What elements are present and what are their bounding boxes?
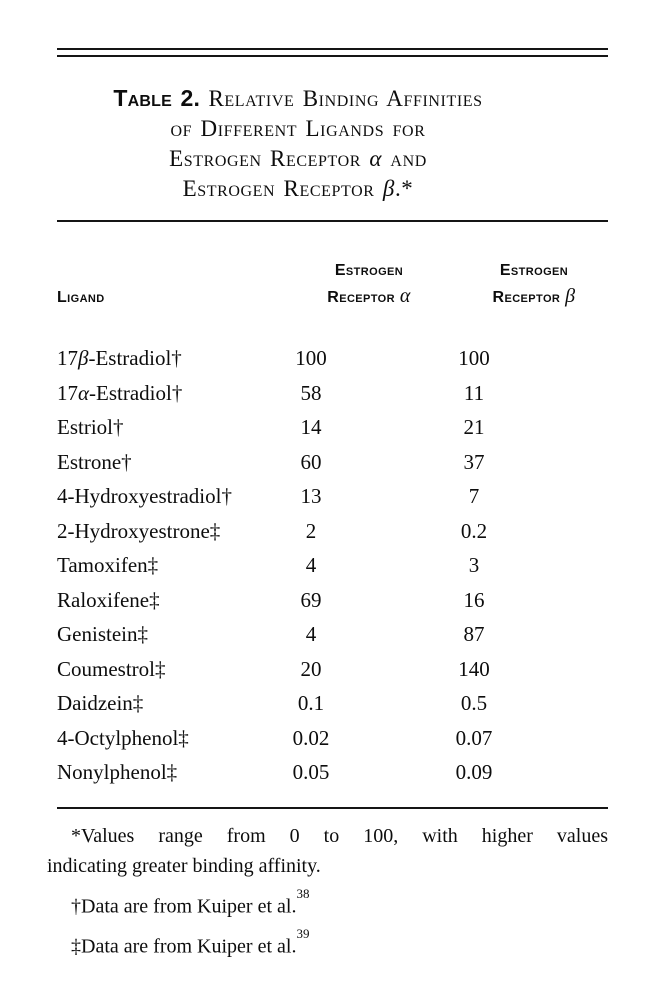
title-line-3: Estrogen Receptor α and	[169, 146, 427, 171]
er-beta-value: 0.07	[455, 725, 493, 750]
er-beta-value: 3	[468, 553, 480, 577]
table-row	[57, 617, 608, 652]
table-row	[57, 548, 608, 583]
ligand-name: Daidzein‡	[57, 691, 144, 715]
er-alpha-value: 60	[300, 449, 322, 474]
table-number-label: Table 2.	[113, 85, 201, 111]
er-alpha-value: 2	[305, 518, 317, 543]
er-beta-value: 0.09	[455, 760, 493, 784]
table-row	[57, 652, 608, 687]
reference-number: 38	[296, 885, 310, 901]
column-header-ligand: Ligand	[57, 289, 105, 306]
footnote-star	[47, 821, 608, 881]
er-beta-value: 21	[463, 415, 485, 439]
er-alpha-value: 13	[300, 484, 322, 508]
er-alpha-value: 0.05	[292, 760, 330, 784]
table-row	[57, 721, 608, 756]
table-row	[57, 479, 608, 514]
table-row	[57, 410, 608, 445]
ligand-name: Raloxifene‡	[57, 587, 160, 612]
ligand-name: Tamoxifen‡	[57, 553, 159, 577]
table-row	[57, 686, 608, 721]
ligand-name: 17α-Estradiol†	[57, 380, 183, 405]
er-beta-value: 37	[463, 449, 485, 474]
er-beta-value: 140	[458, 656, 490, 681]
er-alpha-header-line-1: Estrogen	[334, 262, 404, 279]
footnote-star-line-2: indicating greater binding affinity.	[47, 854, 321, 877]
table-row	[57, 341, 608, 376]
table-content	[47, 0, 608, 962]
er-alpha-value: 58	[300, 380, 322, 405]
ligand-name: Estrone†	[57, 449, 132, 474]
footnote-dagger	[47, 886, 608, 922]
table-row	[57, 583, 608, 618]
er-alpha-value: 69	[300, 587, 322, 612]
er-alpha-value: 100	[295, 346, 327, 370]
er-beta-value: 7	[468, 484, 480, 508]
er-alpha-header-line-2: Receptor α	[327, 285, 411, 307]
table-row	[57, 755, 608, 790]
ligand-name: Nonylphenol‡	[57, 760, 178, 784]
title-line-1-text: Relative Binding Affinities	[200, 86, 483, 111]
er-alpha-value: 14	[300, 415, 322, 439]
ligand-name: Genistein‡	[57, 622, 148, 646]
ligand-name: 4-Octylphenol‡	[57, 725, 189, 750]
ligand-name: Estriol†	[57, 415, 124, 439]
er-beta-value: 16	[463, 587, 485, 612]
footnote-double-dagger-text: ‡Data are from Kuiper et al.	[71, 935, 297, 958]
table-row	[57, 514, 608, 549]
table-title	[57, 83, 539, 204]
ligand-name: 17β-Estradiol†	[57, 346, 182, 370]
er-beta-header-line-2: Receptor β	[492, 285, 576, 307]
column-header-er-beta	[386, 257, 666, 311]
er-beta-value: 87	[463, 622, 485, 646]
footnotes	[47, 821, 608, 962]
ligand-name: 4-Hydroxyestradiol†	[57, 484, 232, 508]
top-double-rule	[57, 48, 608, 57]
column-headers	[57, 257, 608, 311]
table-row	[57, 445, 608, 480]
er-alpha-value: 20	[300, 656, 322, 681]
reference-number: 39	[296, 926, 310, 942]
er-beta-header-line-1: Estrogen	[499, 262, 569, 279]
er-alpha-value: 0.1	[297, 691, 325, 715]
footnote-double-dagger	[47, 926, 608, 962]
er-beta-value: 0.2	[460, 518, 488, 543]
footnote-dagger-text: †Data are from Kuiper et al.	[71, 895, 297, 918]
table-body	[57, 341, 608, 790]
footnote-star-line-1: *Values range from 0 to 100, with higher values	[71, 824, 608, 847]
er-alpha-value: 4	[305, 553, 317, 577]
er-beta-value: 11	[463, 380, 485, 405]
er-alpha-value: 0.02	[292, 725, 330, 750]
er-alpha-value: 4	[305, 622, 317, 646]
footnote-separator-rule	[57, 807, 608, 809]
ligand-name: Coumestrol‡	[57, 656, 166, 681]
title-line-1	[57, 83, 539, 114]
title-line-4: Estrogen Receptor β.*	[182, 176, 414, 201]
er-beta-value: 0.5	[460, 691, 488, 715]
title-separator-rule	[57, 220, 608, 222]
er-beta-value: 100	[458, 346, 490, 370]
ligand-name: 2-Hydroxyestrone‡	[57, 518, 221, 543]
title-line-2: of Different Ligands for	[170, 116, 426, 141]
table-row	[57, 376, 608, 411]
